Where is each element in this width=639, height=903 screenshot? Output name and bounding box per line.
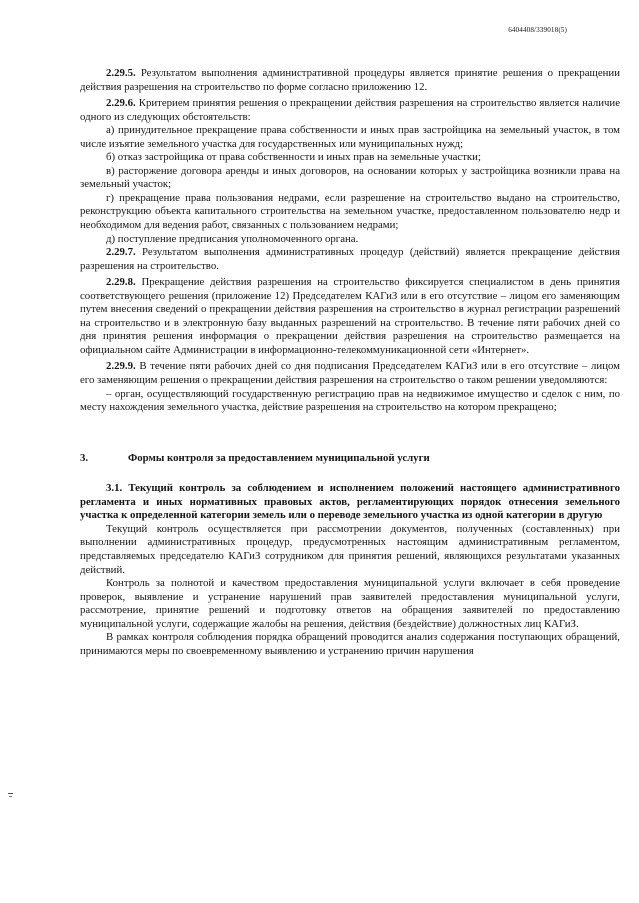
section-title: Формы контроля за предоставлением муниципальной услуги <box>128 451 430 464</box>
list-item-v: в) расторжение договора аренды и иных договоров, на основании которых у застройщика возникли права на земельный участок; <box>80 164 620 191</box>
document-body <box>80 67 620 658</box>
paragraph-number: 2.29.8. <box>106 276 136 289</box>
dash-list-item: – орган, осуществляющий государственную регистрацию прав на недвижимое имущество и сделок с ним, по месту нахождения земельного участка, действие разрешения на строительство на котором прекращено; <box>80 387 620 414</box>
list-item-b: б) отказ застройщика от права собственности и иных прав на земельные участки; <box>106 151 481 164</box>
paragraph-current-control: Текущий контроль осуществляется при рассмотрении документов, полученных (составленных) при выполнении административных процедур, предусмотренных настоящим административным регламентом, представляемых председателю КАГиЗ сотрудником для принятия решений, являющихся результатами указанных действий. <box>80 522 620 576</box>
paragraph-text: Результатом выполнения административных процедур (действий) является прекращение действия разрешения на строительство. <box>80 246 620 272</box>
paragraph-text: Прекращение действия разрешения на строительство фиксируется специалистом в день принятия соответствующего решения (приложение 12) Председателем КАГиЗ или в его отсутствие – лицом его заменяющим путем внесения сведений о прекращении действия разрешения на строительство в журнал регистрации разрешений на строительство и в электронную базу выданных разрешений на строительство. В течение пяти рабочих дней со дня принятия решения информация о прекращении действия разрешения на строительство размещается на официальном сайте Администрации в информационно-телекоммуникационной сети «Интернет». <box>80 276 620 356</box>
subsection-3-1-heading: 3.1. Текущий контроль за соблюдением и исполнением положений настоящего административного регламента и иных нормативных правовых актов, регламентирующих порядок отнесения земельного участка к определенной категории земель или о переводе земельного участка из одной категории в другую <box>80 482 620 522</box>
paragraph-text: Результатом выполнения административной процедуры является принятие решения о прекращении действия разрешения на строительство по форме согласно приложению 12. <box>80 67 620 93</box>
paragraph-text: В течение пяти рабочих дней со дня подписания Председателем КАГиЗ или в его отсутствие – лицом его заменяющим решения о прекращении действия разрешения на строительство о таком решении уведомляются: <box>80 360 620 387</box>
paragraph-number: 2.29.7. <box>106 246 136 259</box>
paragraph-text: Критерием принятия решения о прекращении действия разрешения на строительство является наличие одного из следующих обстоятельств: <box>80 97 620 123</box>
paragraph-2-29-9 <box>80 360 620 387</box>
section-3-heading <box>80 452 620 466</box>
document-id: 6404408/339018(5) <box>508 26 567 34</box>
list-item-a: а) принудительное прекращение права собственности и иных прав застройщика на земельный участок, в том числе изъятие земельного участка для государственных или муниципальных нужд; <box>80 124 620 150</box>
list-item-d: д) поступление предписания уполномоченного органа. <box>106 232 359 245</box>
paragraph-number: 2.29.5. <box>106 67 136 79</box>
paragraph-appeals-control: В рамках контроля соблюдения порядка обращений проводится анализ содержания поступающих обращений, принимаются меры по своевременному выявлению и устранению причин нарушения <box>80 631 620 657</box>
section-number: 3. <box>80 451 89 464</box>
margin-scan-mark <box>8 793 13 794</box>
paragraph-2-29-8 <box>80 276 620 357</box>
paragraph-2-29-6 <box>80 97 620 124</box>
paragraph-number: 2.29.9. <box>106 360 136 373</box>
paragraph-2-29-7 <box>80 246 620 273</box>
list-item-g: г) прекращение права пользования недрами, если разрешение на строительство выдано на строительство, реконструкцию объекта капитального строительства на земельном участке, предоставленном пользователю недр и необходимом для ведения работ, связанных с пользованием недрами; <box>80 191 620 232</box>
paragraph-2-29-5 <box>80 67 620 94</box>
paragraph-number: 2.29.6. <box>106 97 136 110</box>
margin-scan-mark <box>9 796 12 797</box>
paragraph-quality-control: Контроль за полнотой и качеством предоставления муниципальной услуги включает в себя проведение проверок, выявление и устранение нарушений прав заявителей предоставления муниципальной услуги, рассмотрение, принятие решений и подготовку ответов на обращения заявителей по предоставлению муниципальной услуги, содержащие жалобы на решения, действия (бездействие) должностных лиц КАГиЗ. <box>80 577 620 630</box>
